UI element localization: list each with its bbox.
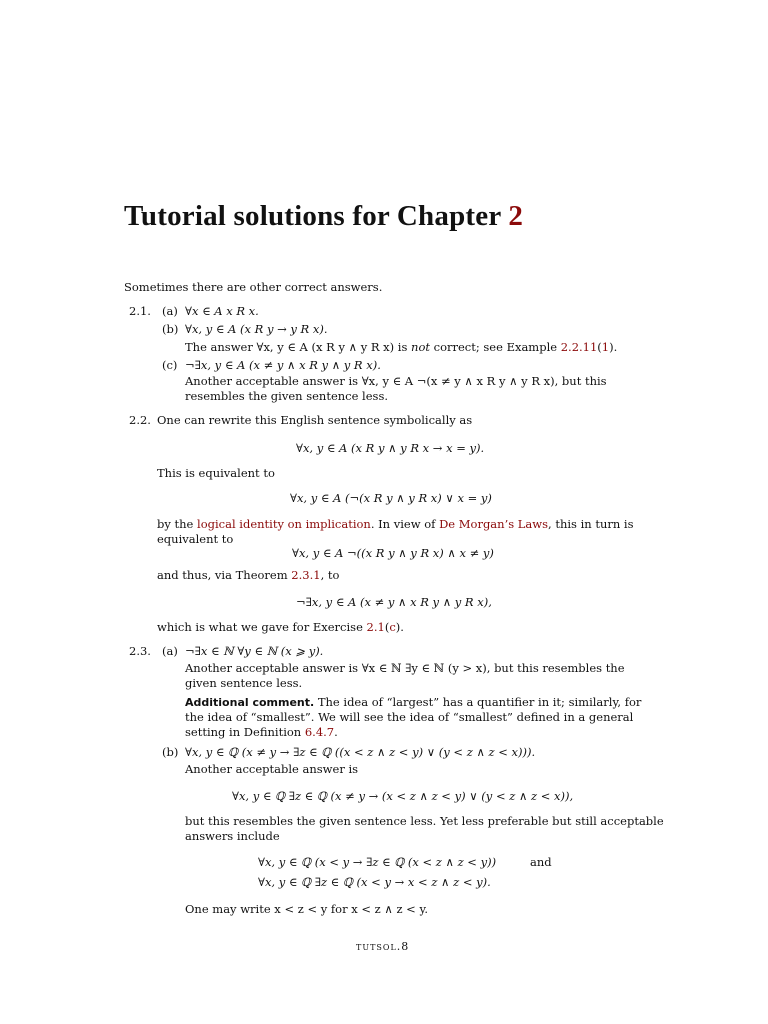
comment-1: The idea of “largest” has a quantifier in it; similarly, for xyxy=(314,695,642,709)
line6-paren: ( xyxy=(384,620,390,634)
line3-pre: by the xyxy=(157,517,198,531)
equation-2: ∀x, y ∈ A (¬(x R y ∧ y R x) ∨ x = y) xyxy=(290,491,492,505)
ex-2-3-b-note: Another acceptable answer is xyxy=(185,762,359,776)
equation-3: ∀x, y ∈ A ¬((x R y ∧ y R x) ∧ x ≠ y) xyxy=(292,546,494,560)
ex-2-3-last-line: One may write x < z < y for x < z ∧ z < y. xyxy=(185,902,429,916)
ex-2-1-c-text: ¬∃x, y ∈ A (x ≠ y ∧ x R y ∧ y R x). xyxy=(185,358,381,372)
ex-2-2-line-6 xyxy=(157,619,404,635)
ex-2-1-c-note-1: Another acceptable answer is ∀x, y ∈ A ¬(x ≠ y ∧ x R y ∧ y R x), but this xyxy=(185,374,607,388)
ex-2-2-line-5 xyxy=(157,567,339,583)
ex-2-3-a-note-1: Another acceptable answer is ∀x ∈ ℕ ∃y ∈ ℕ (y > x), but this resembles the xyxy=(185,661,625,675)
ex-2-3-a-label: (a) xyxy=(162,644,178,658)
ex-2-3-b-note-3: answers include xyxy=(185,829,280,843)
equation-7: ∀x, y ∈ ℚ ∃z ∈ ℚ (x < y → x < z ∧ z < y). xyxy=(258,875,491,889)
ex-2-2-number: 2.2. xyxy=(129,413,151,427)
additional-comment-line-2: the idea of “smallest”. We will see the idea of “smallest” defined in a general xyxy=(185,710,634,724)
ex-2-2-line-2: This is equivalent to xyxy=(157,466,275,480)
example-part-link[interactable]: 1 xyxy=(601,340,610,354)
ex-2-3-b-note-2: but this resembles the given sentence less. Yet less preferable but still acceptable xyxy=(185,814,664,828)
line3-end: , this in turn is xyxy=(548,517,634,531)
exercise-link[interactable]: 2.1 xyxy=(366,620,385,634)
ex-2-1-b-label: (b) xyxy=(162,322,179,336)
ex-2-1-c-label: (c) xyxy=(162,358,178,372)
ex-2-3-a-note-2: given sentence less. xyxy=(185,676,303,690)
line6-end: ). xyxy=(395,620,404,634)
ex-2-2-line-3 xyxy=(157,516,634,532)
b-note-pre: The answer ∀x, y ∈ A (x R y ∧ y R x) is xyxy=(185,340,412,354)
ex-2-3-b-text: ∀x, y ∈ ℚ (x ≠ y → ∃z ∈ ℚ ((x < z ∧ z < y) ∨ (y < z ∧ z < x))). xyxy=(185,745,536,759)
additional-comment-line-3 xyxy=(185,724,338,740)
example-link[interactable]: 2.2.11 xyxy=(560,340,598,354)
page-footer: tutsol.8 xyxy=(356,940,410,953)
ex-2-1-a-label: (a) xyxy=(162,304,178,318)
ex-2-3-a-text: ¬∃x ∈ ℕ ∀y ∈ ℕ (x ⩾ y). xyxy=(185,644,324,658)
definition-link[interactable]: 6.4.7 xyxy=(304,725,335,739)
ex-2-3-number: 2.3. xyxy=(129,644,151,658)
b-note-mid: correct; see Example xyxy=(429,340,561,354)
b-note-end: ). xyxy=(609,340,618,354)
comment3-pre: setting in Definition xyxy=(185,725,305,739)
line5-end: , to xyxy=(320,568,340,582)
equation-1: ∀x, y ∈ A (x R y ∧ y R x → x = y). xyxy=(296,441,485,455)
page-title xyxy=(124,200,523,233)
title-text: Tutorial solutions for Chapter xyxy=(124,200,501,232)
ex-2-1-b-note xyxy=(185,339,617,355)
equation-6-and: and xyxy=(530,855,552,869)
ex-2-2-line-1: One can rewrite this English sentence symbolically as xyxy=(157,413,473,427)
line6-pre: which is what we gave for Exercise xyxy=(157,620,367,634)
line5-pre: and thus, via Theorem xyxy=(157,568,292,582)
equation-5: ∀x, y ∈ ℚ ∃z ∈ ℚ (x ≠ y → (x < z ∧ z < y) ∨ (y < z ∧ z < x)), xyxy=(232,789,574,803)
comment3-end: . xyxy=(334,725,338,739)
b-note-paren: ( xyxy=(597,340,602,354)
b-note-not: not xyxy=(411,340,430,354)
ex-2-1-b-text: ∀x, y ∈ A (x R y → y R x). xyxy=(185,322,328,336)
ex-2-2-line-4: equivalent to xyxy=(157,532,234,546)
line3-mid: . In view of xyxy=(370,517,440,531)
exercise-part-link[interactable]: c xyxy=(389,620,396,634)
intro-text: Sometimes there are other correct answers. xyxy=(124,280,383,294)
de-morgan-link[interactable]: De Morgan’s Laws xyxy=(439,517,549,531)
additional-comment-heading: Additional comment. xyxy=(185,696,315,709)
ex-2-3-b-label: (b) xyxy=(162,745,179,759)
ex-2-1-a-text: ∀x ∈ A x R x. xyxy=(185,304,259,318)
implication-link[interactable]: logical identity on implication xyxy=(197,517,371,531)
equation-6: ∀x, y ∈ ℚ (x < y → ∃z ∈ ℚ (x < z ∧ z < y)) xyxy=(258,855,497,869)
theorem-link[interactable]: 2.3.1 xyxy=(291,568,321,582)
equation-4: ¬∃x, y ∈ A (x ≠ y ∧ x R y ∧ y R x), xyxy=(296,595,492,609)
chapter-number: 2 xyxy=(508,200,524,232)
ex-2-1-c-note-2: resembles the given sentence less. xyxy=(185,389,389,403)
ex-2-1-number: 2.1. xyxy=(129,304,151,318)
